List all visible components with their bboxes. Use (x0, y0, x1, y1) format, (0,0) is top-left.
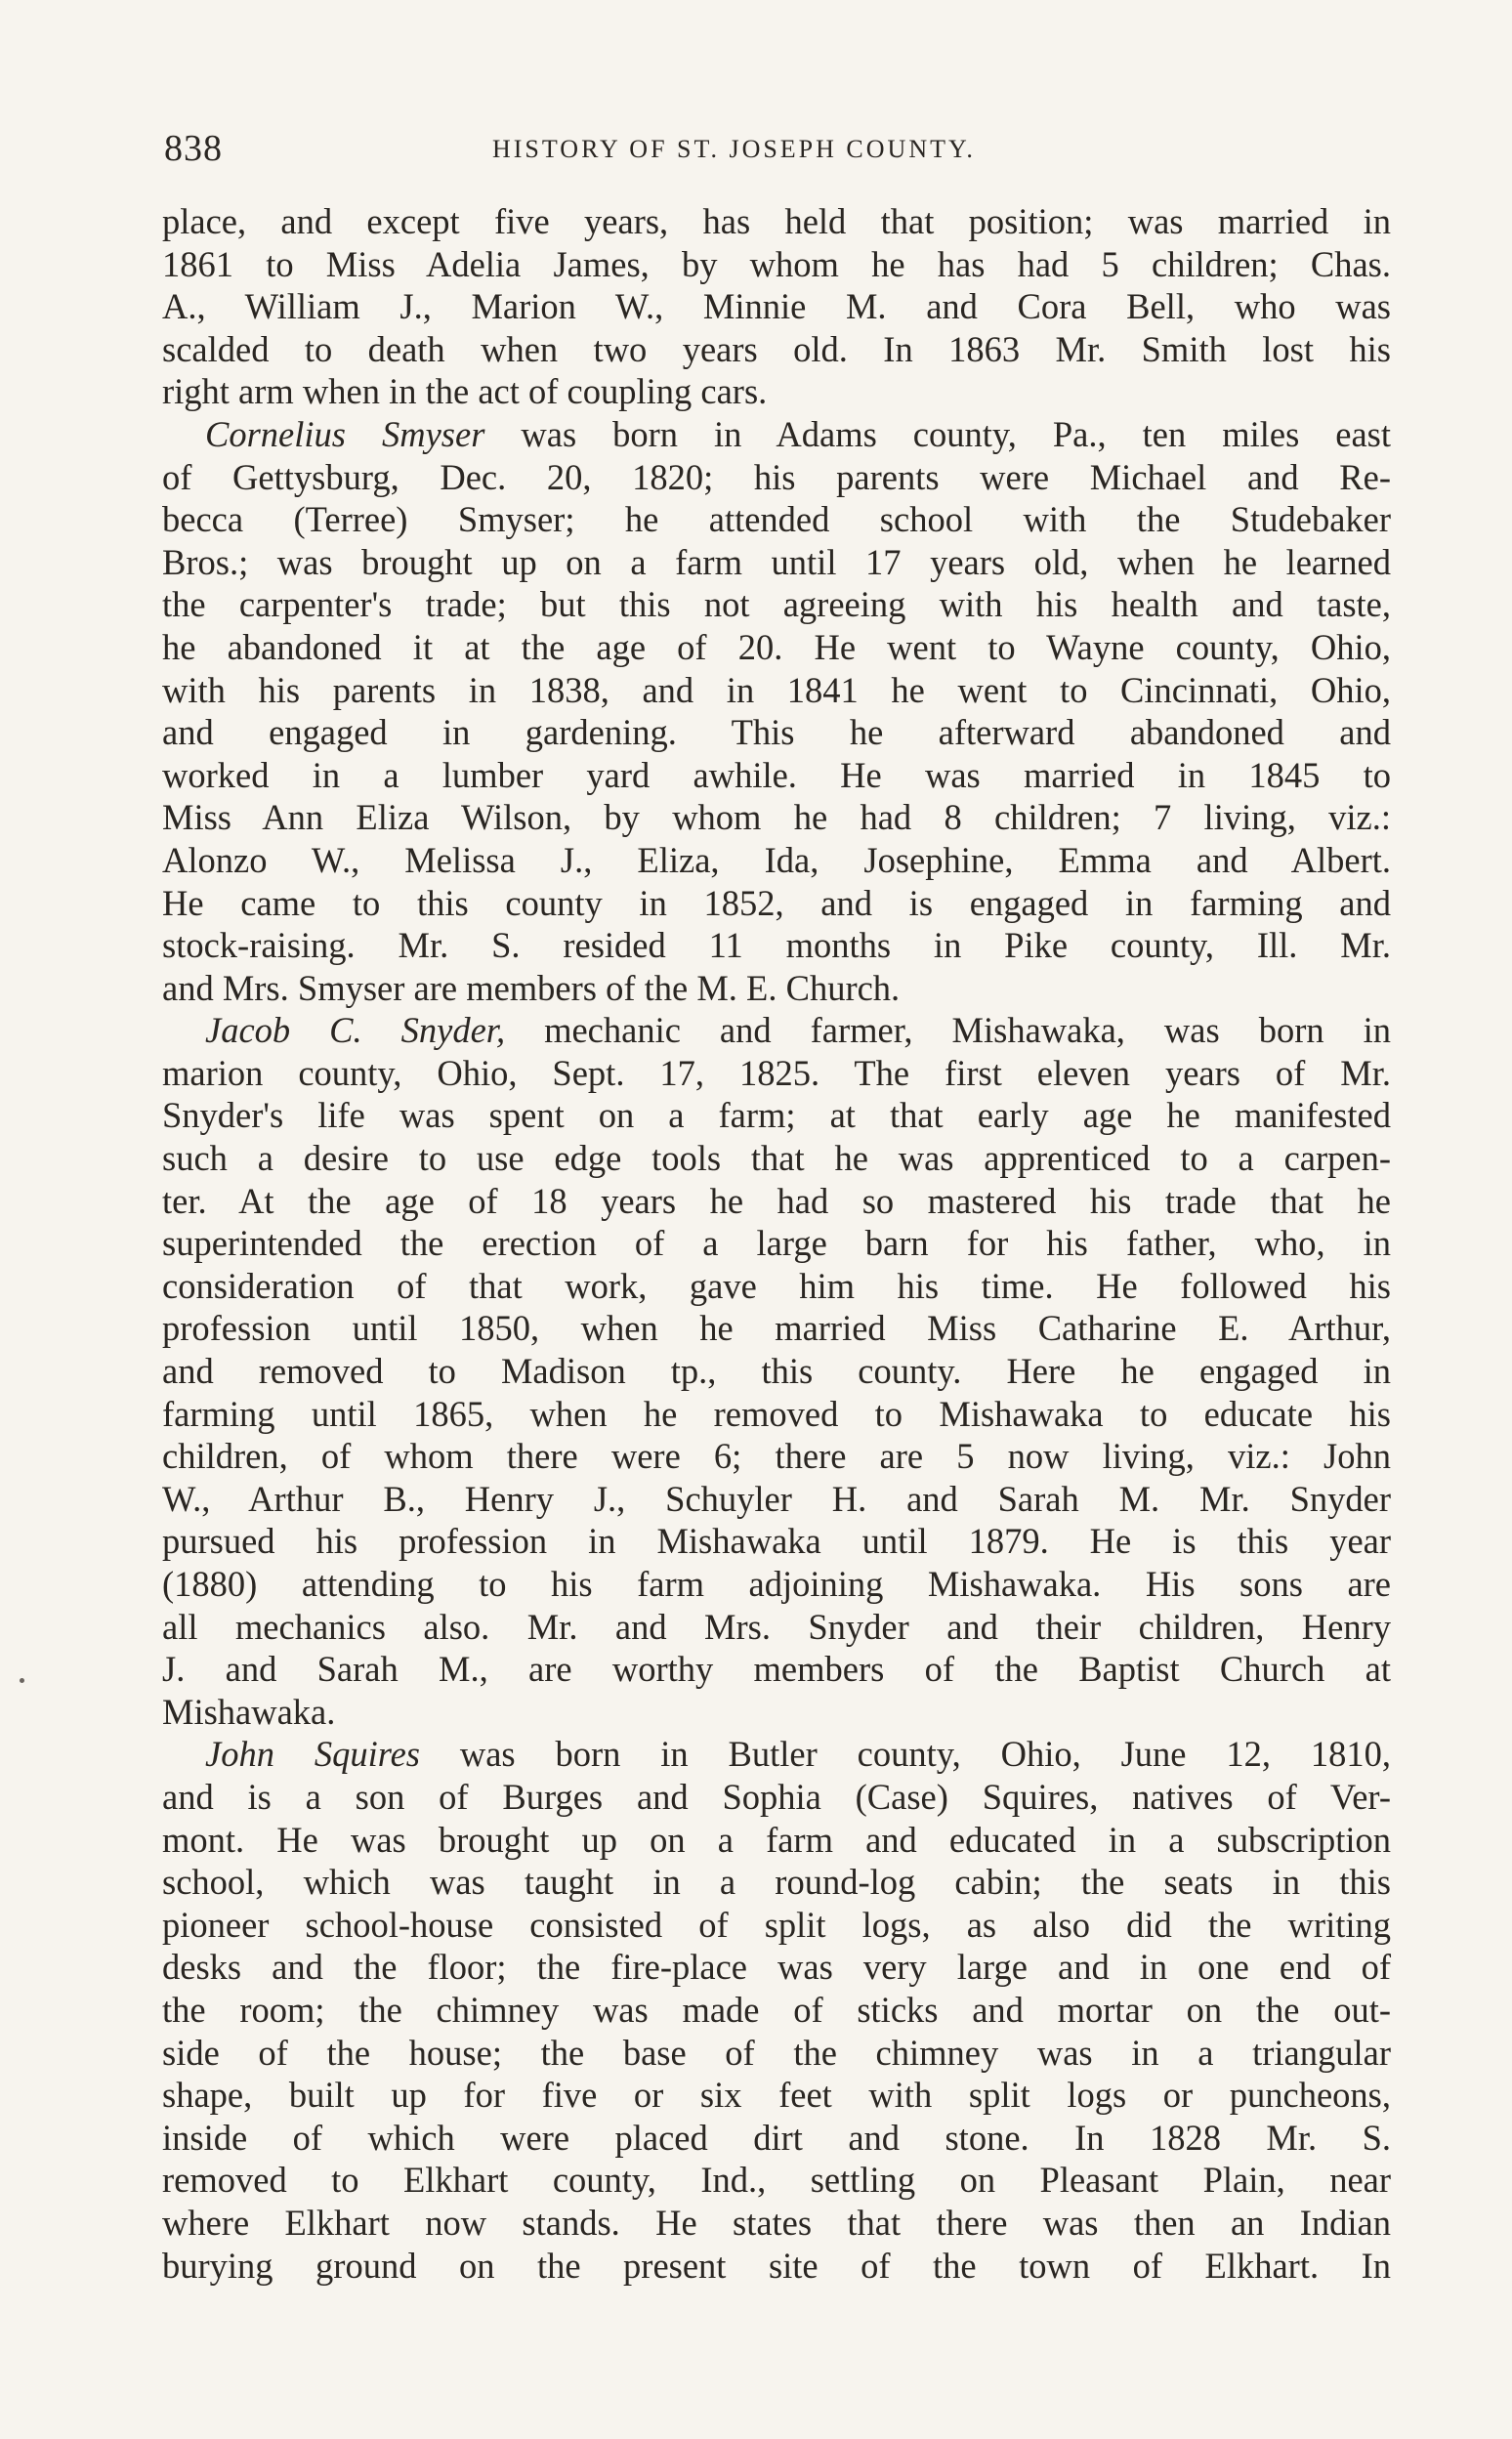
ink-speck (20, 1678, 24, 1683)
text-line: and engaged in gardening. This he afterward abandoned and (162, 712, 1391, 753)
text-line: ter. At the age of 18 years he had so mastered his trade that he (162, 1180, 1391, 1221)
text-line: with his parents in 1838, and in 1841 he went to Cincinnati, Ohio, (162, 669, 1391, 710)
page-number: 838 (164, 128, 223, 169)
text-line: Alonzo W., Melissa J., Eliza, Ida, Josephine, Emma and Albert. (162, 839, 1391, 880)
text-line: Miss Ann Eliza Wilson, by whom he had 8 children; 7 living, viz.: (162, 797, 1391, 838)
text-line: Bros.; was brought up on a farm until 17 years old, when he learned (162, 541, 1391, 582)
text-line: right arm when in the act of coupling cars. (162, 371, 768, 412)
text-line: stock-raising. Mr. S. resided 11 months in Pike county, Ill. Mr. (162, 925, 1391, 966)
text-fragment: was born in Adams county, Pa., ten miles east (484, 413, 1392, 454)
text-line: marion county, Ohio, Sept. 17, 1825. The first eleven years of Mr. (162, 1052, 1391, 1093)
biography-name: John Squires (205, 1734, 420, 1775)
text-line: desks and the floor; the fire-place was very large and in one end of (162, 1947, 1391, 1988)
text-line: Snyder's life was spent on a farm; at that early age he manifested (162, 1095, 1391, 1136)
text-line: J. and Sarah M., are worthy members of the Baptist Church at (162, 1649, 1391, 1690)
text-line: the room; the chimney was made of sticks and mortar on the out- (162, 1989, 1391, 2030)
text-line: side of the house; the base of the chimney was in a triangular (162, 2032, 1391, 2073)
paragraph-smith-continued (162, 200, 1391, 413)
page-header (164, 127, 1336, 176)
text-line-first (162, 1733, 1391, 1776)
text-line: pioneer school-house consisted of split logs, as also did the writing (162, 1904, 1391, 1945)
text-line: school, which was taught in a round-log cabin; the seats in this (162, 1862, 1391, 1903)
text-line: burying ground on the present site of the town of Elkhart. In (162, 2245, 1391, 2286)
text-line: worked in a lumber yard awhile. He was married in 1845 to (162, 754, 1391, 795)
text-line: inside of which were placed dirt and stone. In 1828 Mr. S. (162, 2117, 1391, 2158)
text-line: pursued his profession in Mishawaka until 1879. He is this year (162, 1521, 1391, 1562)
paragraph-squires (162, 1733, 1391, 2287)
text-line: such a desire to use edge tools that he was apprenticed to a carpen- (162, 1138, 1391, 1179)
text-line-first (162, 413, 1391, 456)
text-line: removed to Elkhart county, Ind., settling on Pleasant Plain, near (162, 2160, 1391, 2201)
text-line: he abandoned it at the age of 20. He went to Wayne county, Ohio, (162, 626, 1391, 667)
text-line: all mechanics also. Mr. and Mrs. Snyder and their children, Henry (162, 1606, 1391, 1647)
text-fragment: was born in Butler county, Ohio, June 12, 1810, (419, 1734, 1391, 1775)
body-text (162, 200, 1391, 2287)
text-line: W., Arthur B., Henry J., Schuyler H. and Sarah M. Mr. Snyder (162, 1478, 1391, 1519)
text-line: farming until 1865, when he removed to Mishawaka to educate his (162, 1393, 1391, 1434)
text-line: the carpenter's trade; but this not agreeing with his health and taste, (162, 584, 1391, 625)
text-line: superintended the erection of a large barn for his father, who, in (162, 1223, 1391, 1264)
text-line: and is a son of Burges and Sophia (Case) Squires, natives of Ver- (162, 1776, 1391, 1817)
text-line: A., William J., Marion W., Minnie M. and Cora Bell, who was (162, 286, 1391, 327)
text-line: shape, built up for five or six feet with split logs or puncheons, (162, 2075, 1391, 2116)
text-fragment: mechanic and farmer, Mishawaka, was born in (505, 1010, 1392, 1051)
text-line: becca (Terree) Smyser; he attended school with the Studebaker (162, 499, 1391, 540)
text-line: 1861 to Miss Adelia James, by whom he has had 5 children; Chas. (162, 243, 1391, 284)
text-line: and removed to Madison tp., this county. Here he engaged in (162, 1351, 1391, 1392)
paragraph-smyser (162, 413, 1391, 1009)
text-line: consideration of that work, gave him his time. He followed his (162, 1265, 1391, 1306)
text-line: profession until 1850, when he married Miss Catharine E. Arthur, (162, 1308, 1391, 1349)
text-line: He came to this county in 1852, and is engaged in farming and (162, 882, 1391, 923)
text-line: of Gettysburg, Dec. 20, 1820; his parents were Michael and Re- (162, 456, 1391, 497)
text-line: scalded to death when two years old. In 1863 Mr. Smith lost his (162, 328, 1391, 369)
biography-name: Cornelius Smyser (205, 413, 485, 454)
paragraph-snyder (162, 1009, 1391, 1733)
text-line: Mishawaka. (162, 1691, 336, 1732)
running-head: HISTORY OF ST. JOSEPH COUNTY. (492, 135, 976, 163)
text-line: children, of whom there were 6; there are 5 now living, viz.: John (162, 1436, 1391, 1477)
text-line: where Elkhart now stands. He states that there was then an Indian (162, 2202, 1391, 2243)
text-line-first (162, 1009, 1391, 1052)
text-line: mont. He was brought up on a farm and educated in a subscription (162, 1819, 1391, 1860)
text-line: (1880) attending to his farm adjoining Mishawaka. His sons are (162, 1564, 1391, 1604)
biography-name: Jacob C. Snyder, (205, 1010, 506, 1051)
text-line: and Mrs. Smyser are members of the M. E. Church. (162, 967, 901, 1008)
text-line: place, and except five years, has held that position; was married in (162, 201, 1391, 241)
